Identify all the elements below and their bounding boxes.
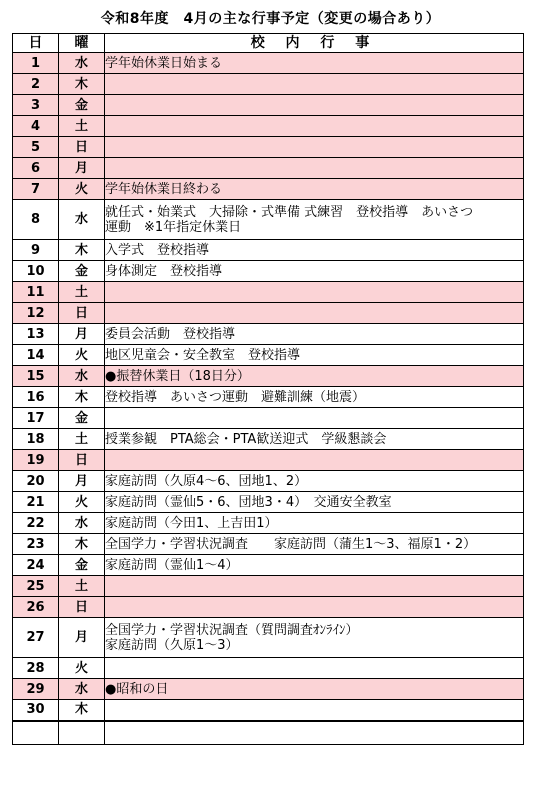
day-cell: 20 [13, 471, 59, 492]
weekday-cell: 火 [59, 179, 105, 200]
event-cell: 家庭訪問（今田1、上吉田1） [105, 513, 524, 534]
table-row [13, 408, 524, 429]
table-row [13, 74, 524, 95]
event-cell [105, 450, 524, 471]
event-cell: 入学式 登校指導 [105, 240, 524, 261]
weekday-cell: 水 [59, 366, 105, 387]
event-cell [105, 74, 524, 95]
weekday-cell: 木 [59, 700, 105, 721]
weekday-cell: 火 [59, 345, 105, 366]
event-cell: 地区児童会・安全教室 登校指導 [105, 345, 524, 366]
table-row [13, 303, 524, 324]
weekday-cell: 月 [59, 471, 105, 492]
event-cell: 登校指導 あいさつ運動 避難訓練（地震） [105, 387, 524, 408]
weekday-cell: 木 [59, 74, 105, 95]
day-cell: 21 [13, 492, 59, 513]
table-row [13, 324, 524, 345]
table-row [13, 555, 524, 576]
event-cell: 家庭訪問（霊仙5・6、団地3・4） 交通安全教室 [105, 492, 524, 513]
table-row [13, 137, 524, 158]
weekday-cell: 火 [59, 492, 105, 513]
day-cell: 19 [13, 450, 59, 471]
weekday-cell: 日 [59, 303, 105, 324]
table-row [13, 366, 524, 387]
day-cell: 24 [13, 555, 59, 576]
day-cell: 25 [13, 576, 59, 597]
day-cell: 7 [13, 179, 59, 200]
table-row [13, 240, 524, 261]
table-row [13, 700, 524, 721]
weekday-cell: 金 [59, 408, 105, 429]
table-row [13, 261, 524, 282]
event-cell [105, 597, 524, 618]
weekday-cell: 金 [59, 261, 105, 282]
header-weekday: 曜 [59, 34, 105, 53]
event-cell: 全国学力・学習状況調査 家庭訪問（蒲生1～3、福原1・2） [105, 534, 524, 555]
day-cell: 27 [13, 618, 59, 658]
table-row [13, 679, 524, 700]
day-cell: 1 [13, 53, 59, 74]
event-cell: 授業参観 PTA総会・PTA歓送迎式 学級懇談会 [105, 429, 524, 450]
day-cell: 18 [13, 429, 59, 450]
weekday-cell: 木 [59, 534, 105, 555]
day-cell: 16 [13, 387, 59, 408]
weekday-cell: 水 [59, 513, 105, 534]
page-title: 令和8年度 4月の主な行事予定（変更の場合あり） [100, 11, 441, 27]
day-cell: 2 [13, 74, 59, 95]
weekday-cell: 金 [59, 555, 105, 576]
weekday-cell: 土 [59, 282, 105, 303]
table-row [13, 345, 524, 366]
weekday-cell [59, 721, 105, 745]
weekday-cell: 土 [59, 429, 105, 450]
day-cell: 10 [13, 261, 59, 282]
day-cell: 11 [13, 282, 59, 303]
table-row [13, 618, 524, 658]
weekday-cell: 日 [59, 597, 105, 618]
table-row [13, 658, 524, 679]
weekday-cell: 水 [59, 679, 105, 700]
table-header-row [13, 34, 524, 53]
day-cell: 23 [13, 534, 59, 555]
day-cell: 8 [13, 200, 59, 240]
day-cell: 28 [13, 658, 59, 679]
event-cell: 家庭訪問（霊仙1～4） [105, 555, 524, 576]
day-cell: 9 [13, 240, 59, 261]
day-cell: 17 [13, 408, 59, 429]
event-cell: ●振替休業日（18日分） [105, 366, 524, 387]
event-cell [105, 116, 524, 137]
event-cell [105, 158, 524, 179]
day-cell: 6 [13, 158, 59, 179]
event-cell [105, 658, 524, 679]
table-row [13, 282, 524, 303]
weekday-cell: 火 [59, 658, 105, 679]
weekday-cell: 木 [59, 387, 105, 408]
event-cell: 学年始休業日始まる [105, 53, 524, 74]
event-cell: 全国学力・学習状況調査（質問調査ｵﾝﾗｲﾝ） 家庭訪問（久原1～3） [105, 618, 524, 658]
table-row [13, 450, 524, 471]
schedule-table [12, 33, 524, 745]
day-cell: 30 [13, 700, 59, 721]
table-row [13, 471, 524, 492]
weekday-cell: 金 [59, 95, 105, 116]
table-row [13, 597, 524, 618]
event-cell [105, 303, 524, 324]
table-row [13, 200, 524, 240]
table-row [13, 95, 524, 116]
event-cell [105, 576, 524, 597]
table-row [13, 387, 524, 408]
day-cell: 12 [13, 303, 59, 324]
day-cell: 26 [13, 597, 59, 618]
weekday-cell: 日 [59, 450, 105, 471]
table-row [13, 492, 524, 513]
weekday-cell: 木 [59, 240, 105, 261]
weekday-cell: 水 [59, 53, 105, 74]
weekday-cell: 日 [59, 137, 105, 158]
weekday-cell: 月 [59, 324, 105, 345]
day-cell: 15 [13, 366, 59, 387]
header-event: 校 内 行 事 [105, 34, 524, 53]
event-cell [105, 700, 524, 721]
event-cell [105, 282, 524, 303]
event-cell [105, 721, 524, 745]
table-row [13, 116, 524, 137]
event-cell [105, 137, 524, 158]
day-cell [13, 721, 59, 745]
event-cell: ●昭和の日 [105, 679, 524, 700]
weekday-cell: 土 [59, 576, 105, 597]
day-cell: 29 [13, 679, 59, 700]
day-cell: 3 [13, 95, 59, 116]
table-row [13, 53, 524, 74]
weekday-cell: 月 [59, 158, 105, 179]
event-cell: 身体測定 登校指導 [105, 261, 524, 282]
table-row [13, 429, 524, 450]
event-cell: 就任式・始業式 大掃除・式準備 式練習 登校指導 あいさつ 運動 ※1年指定休業日 [105, 200, 524, 240]
table-row [13, 513, 524, 534]
weekday-cell: 水 [59, 200, 105, 240]
event-cell: 学年始休業日終わる [105, 179, 524, 200]
table-row [13, 721, 524, 745]
schedule-rows [13, 53, 524, 745]
table-row [13, 534, 524, 555]
day-cell: 14 [13, 345, 59, 366]
weekday-cell: 土 [59, 116, 105, 137]
table-row [13, 179, 524, 200]
day-cell: 5 [13, 137, 59, 158]
day-cell: 4 [13, 116, 59, 137]
event-cell [105, 408, 524, 429]
weekday-cell: 月 [59, 618, 105, 658]
event-cell: 委員会活動 登校指導 [105, 324, 524, 345]
event-cell: 家庭訪問（久原4～6、団地1、2） [105, 471, 524, 492]
table-row [13, 576, 524, 597]
table-row [13, 158, 524, 179]
event-cell [105, 95, 524, 116]
day-cell: 13 [13, 324, 59, 345]
header-day: 日 [13, 34, 59, 53]
day-cell: 22 [13, 513, 59, 534]
